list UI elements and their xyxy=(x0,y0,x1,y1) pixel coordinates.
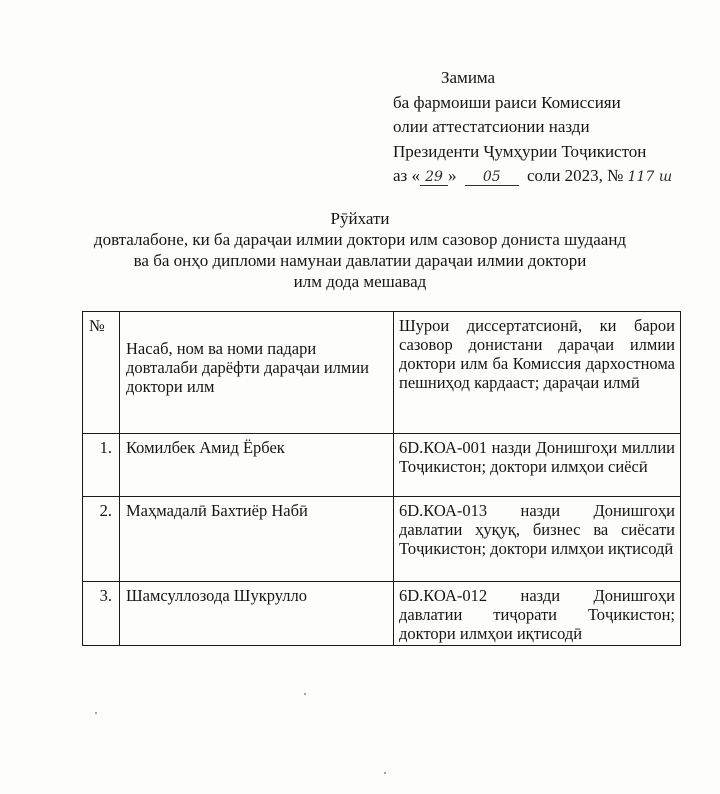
appendix-line-president: Президенти Ҷумҳурии Тоҷикистон xyxy=(393,141,647,161)
row-council: 6D.КОА-013 назди Донишгоҳи давлатии ҳуқуқ, бизнес ва сиёсати Тоҷикистон; доктори илмҳои иқтисодӣ xyxy=(394,497,681,582)
header-name: Насаб, ном ва номи падари довталаби дарёфти дараҷаи илмии доктори илм xyxy=(120,312,394,434)
table-header-row xyxy=(83,312,681,434)
list-title-line-4: илм дода мешавад xyxy=(293,272,427,291)
list-title-line-2: довталабоне, ки ба дараҷаи илмии доктори илм сазовор дониста шудаанд xyxy=(93,230,627,249)
row-council: 6D.КОА-012 назди Донишгоҳи давлатии тиҷорати Тоҷикистон; доктори илмҳои иқтисодӣ xyxy=(394,582,681,646)
date-day-handwritten: 29 xyxy=(420,169,448,186)
table-row xyxy=(83,582,681,646)
header-number: № xyxy=(83,312,120,434)
row-name: Маҳмадалӣ Бахтиёр Набӣ xyxy=(120,497,394,582)
row-name: Комилбек Амид Ёрбек xyxy=(120,434,394,497)
scan-speck xyxy=(304,693,306,695)
scan-speck xyxy=(384,772,386,774)
appendix-heading: Замима xyxy=(441,68,496,87)
appendix-line-order: ба фармоиши раиси Комиссияи xyxy=(393,92,621,112)
list-title-line-3: ва ба онҳо дипломи намунаи давлатии дараҷаи илмии доктори xyxy=(133,251,587,270)
date-month-handwritten: 05 xyxy=(465,169,519,186)
row-number: 3. xyxy=(83,582,120,646)
scan-speck xyxy=(95,712,97,714)
date-prefix: аз « xyxy=(393,166,421,185)
table-row xyxy=(83,497,681,582)
list-title xyxy=(60,208,660,292)
date-mid: » xyxy=(448,166,457,185)
row-name: Шамсуллозода Шукрулло xyxy=(120,582,394,646)
appendix-block xyxy=(393,66,703,189)
order-number-handwritten: 117 ш xyxy=(627,169,673,185)
row-number: 2. xyxy=(83,497,120,582)
header-council: Шурои диссертатсионӣ, ки барои сазовор донистани дараҷаи илмии доктори илм ба Комиссия дархостнома пешниҳод кардааст; дараҷаи илмӣ xyxy=(394,312,681,434)
candidates-table-wrapper xyxy=(82,311,681,646)
list-title-heading: Рӯйхати xyxy=(330,209,390,228)
row-council: 6D.КОА-001 назди Донишгоҳи миллии Тоҷикистон; доктори илмҳои сиёсӣ xyxy=(394,434,681,497)
row-number: 1. xyxy=(83,434,120,497)
appendix-date-line xyxy=(393,164,703,189)
appendix-line-commission: олии аттестатсионии назди xyxy=(393,117,590,136)
date-suffix: соли 2023, № xyxy=(527,166,624,185)
candidates-table xyxy=(82,311,681,646)
table-row xyxy=(83,434,681,497)
